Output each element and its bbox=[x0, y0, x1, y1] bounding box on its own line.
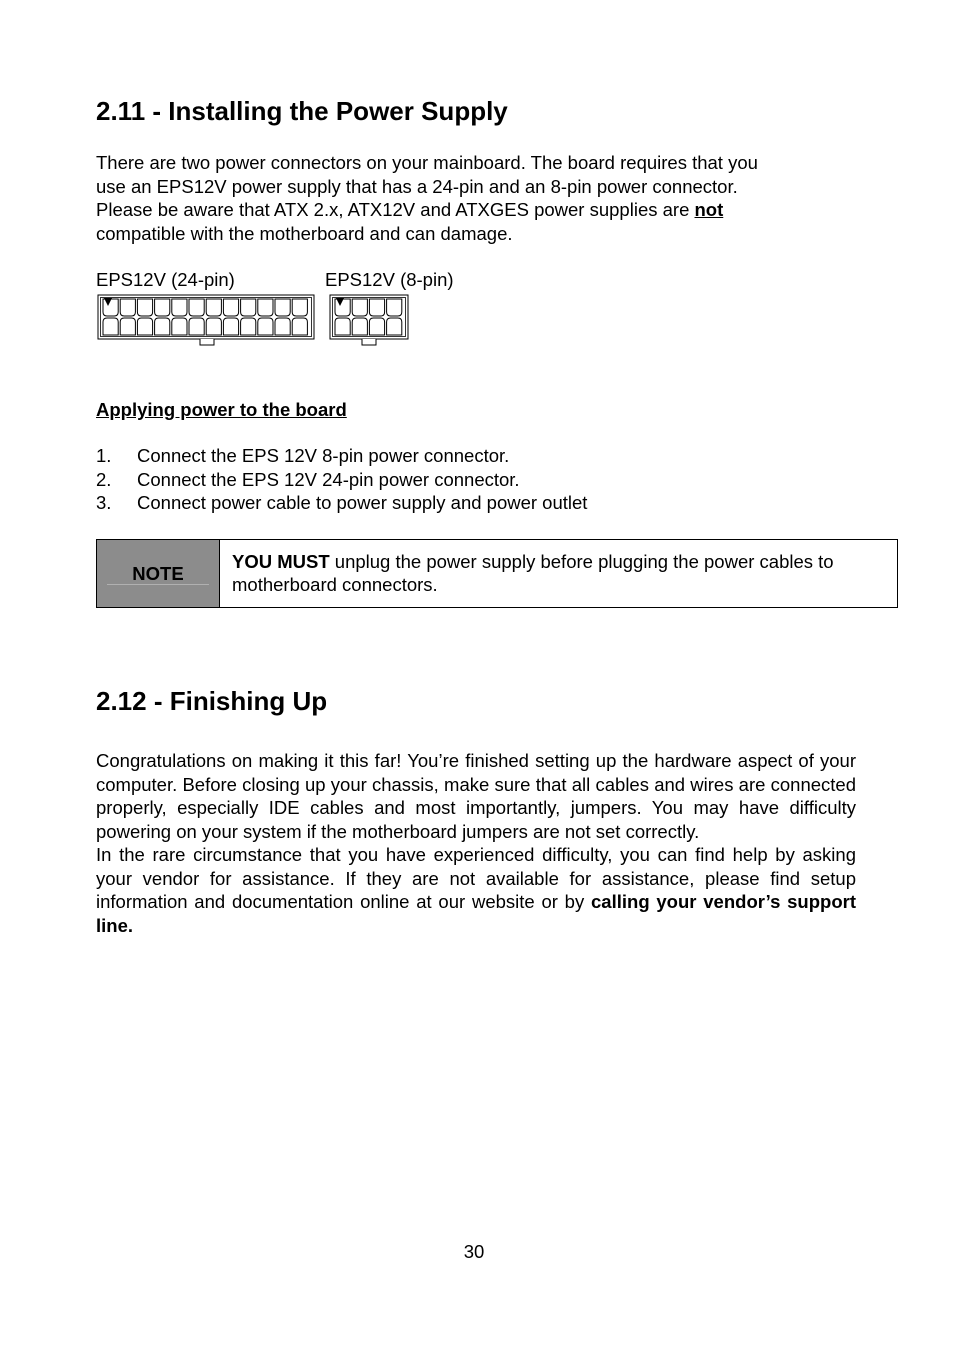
connector-pin bbox=[155, 299, 170, 316]
connector-pin bbox=[103, 299, 118, 316]
connector-pin bbox=[172, 299, 187, 316]
finishing-paragraph-2-emphasis: calling your vendor’s support line. bbox=[96, 891, 856, 936]
finishing-paragraph-2-text: In the rare circumstance that you have experienced difficulty, you can find help by asking your vendor for assistance. If they are not available for assistance, please find setup information and documentation online at our website or by bbox=[96, 844, 856, 912]
list-item bbox=[96, 444, 587, 468]
connector-24pin-diagram bbox=[97, 294, 315, 348]
connector-pin bbox=[258, 299, 273, 316]
steps-list bbox=[96, 444, 587, 515]
connector-pin bbox=[137, 318, 152, 335]
connector-pin bbox=[275, 299, 290, 316]
connector-pin bbox=[292, 299, 307, 316]
note-body: unplug the power supply before plugging the power cables to motherboard connectors. bbox=[232, 551, 834, 595]
intro-line bbox=[96, 198, 856, 222]
section-heading-power-supply: 2.11 - Installing the Power Supply bbox=[96, 96, 508, 126]
connector-pin bbox=[155, 318, 170, 335]
intro-line: compatible with the motherboard and can damage. bbox=[96, 222, 513, 244]
connector-pin bbox=[292, 318, 307, 335]
connector-pin bbox=[241, 299, 256, 316]
intro-line-text: Please be aware that ATX 2.x, ATX12V and ATXGES power supplies are bbox=[96, 199, 695, 220]
finishing-paragraphs bbox=[96, 749, 856, 937]
connector-pin bbox=[223, 318, 238, 335]
connector-pin bbox=[387, 318, 402, 335]
connector-pin bbox=[335, 318, 350, 335]
step-text: Connect the EPS 12V 24-pin power connector. bbox=[137, 468, 520, 490]
connector-24pin-label: EPS12V (24-pin) bbox=[96, 269, 235, 290]
step-text: Connect power cable to power supply and power outlet bbox=[137, 492, 588, 513]
note-box bbox=[96, 539, 898, 608]
section-heading-finishing-up: 2.12 - Finishing Up bbox=[96, 686, 328, 716]
subheading-applying-power: Applying power to the board bbox=[96, 399, 347, 420]
connector-pin bbox=[352, 318, 367, 335]
connector-pin bbox=[241, 318, 256, 335]
connector-pin bbox=[103, 318, 118, 335]
note-emphasis: YOU MUST bbox=[232, 551, 330, 572]
connector-pin bbox=[369, 299, 384, 316]
connector-pin bbox=[223, 299, 238, 316]
connector-pin bbox=[172, 318, 187, 335]
connector-pin bbox=[335, 299, 350, 316]
step-number: 3. bbox=[96, 492, 112, 513]
intro-line: use an EPS12V power supply that has a 24-pin and an 8-pin power connector. bbox=[96, 175, 738, 197]
intro-paragraph bbox=[96, 151, 856, 245]
finishing-paragraph-1: Congratulations on making it this far! You’re finished setting up the hardware aspect of your computer. Before closing up your chassis, make sure that all cables and wires are connected properly, especially IDE cables and most importantly, jumpers. You may have difficulty powering on your system if the motherboard jumpers are not set correctly. bbox=[96, 750, 856, 842]
step-number: 2. bbox=[96, 468, 112, 490]
page-number: 30 bbox=[463, 1241, 485, 1262]
intro-emphasis: not bbox=[694, 199, 724, 220]
connector-pin bbox=[369, 318, 384, 335]
connector-pin bbox=[120, 299, 135, 316]
intro-line: There are two power connectors on your mainboard. The board requires that you bbox=[96, 152, 758, 173]
step-number: 1. bbox=[96, 445, 112, 466]
note-label-text: NOTE bbox=[132, 562, 184, 584]
connector-pin bbox=[387, 299, 402, 316]
connector-pin bbox=[137, 299, 152, 316]
connector-pin bbox=[206, 318, 221, 335]
connector-pin bbox=[120, 318, 135, 335]
list-item bbox=[96, 468, 587, 492]
finishing-paragraph-2 bbox=[96, 843, 856, 937]
connector-pin bbox=[189, 299, 204, 316]
connector-pin bbox=[275, 318, 290, 335]
note-text bbox=[220, 540, 897, 607]
connector-8pin-label: EPS12V (8-pin) bbox=[325, 269, 454, 290]
connector-pin bbox=[189, 318, 204, 335]
connector-pin bbox=[258, 318, 273, 335]
connector-8pin-diagram bbox=[329, 294, 409, 348]
step-text: Connect the EPS 12V 8-pin power connector. bbox=[137, 445, 510, 466]
list-item bbox=[96, 491, 587, 515]
note-label bbox=[97, 540, 220, 607]
connector-pin bbox=[206, 299, 221, 316]
connector-pin bbox=[352, 299, 367, 316]
